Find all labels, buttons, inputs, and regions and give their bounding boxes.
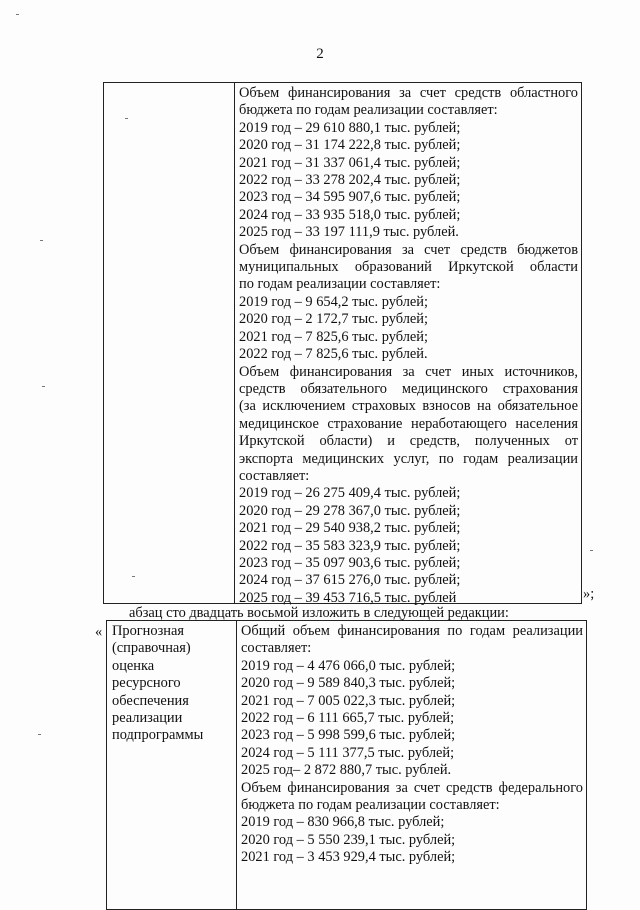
table2-line: 2020 год – 9 589 840,3 тыс. рублей; [241, 675, 456, 692]
table1-line: 2020 год – 29 278 367,0 тыс. рублей; [239, 502, 461, 519]
closing-quote: »; [583, 586, 595, 602]
table2-line: 2020 год – 5 550 239,1 тыс. рублей; [241, 831, 456, 848]
table2-line: 2019 год – 4 476 066,0 тыс. рублей; [241, 657, 456, 674]
table1-line: муниципальных образований Иркутской области [239, 259, 578, 276]
table1-line: (за исключением страховых взносов на обязательное [239, 398, 578, 415]
table1-line: 2020 год – 2 172,7 тыс. рублей; [239, 311, 428, 328]
table1-line: 2023 год – 34 595 907,6 тыс. рублей; [239, 189, 461, 206]
table2-line: составляет: [241, 640, 312, 657]
table1-line: 2019 год – 29 610 880,1 тыс. рублей; [239, 119, 461, 136]
table1-line: 2025 год – 33 197 111,9 тыс. рублей. [239, 224, 459, 241]
table1-line: Объем финансирования за счет иных источников, [239, 363, 578, 380]
table1-line: составляет: [239, 467, 310, 484]
table1-line: бюджета по годам реализации составляет: [239, 102, 498, 119]
table1-line: по годам реализации составляет: [239, 276, 441, 293]
table2-label-line: реализации [112, 710, 183, 727]
table1-line: 2019 год – 26 275 409,4 тыс. рублей; [239, 485, 461, 502]
table1-line: медицинское страхование неработающего населения [239, 415, 578, 432]
table2-line: 2022 год – 6 111 665,7 тыс. рублей; [241, 710, 455, 727]
opening-quote: « [95, 624, 103, 640]
table1-line: 2024 год – 37 615 276,0 тыс. рублей; [239, 572, 461, 589]
table1-line: 2022 год – 33 278 202,4 тыс. рублей; [239, 172, 461, 189]
table1-line: 2020 год – 31 174 222,8 тыс. рублей; [239, 137, 461, 154]
table1-line: Объем финансирования за счет средств областного [239, 85, 578, 101]
funding-table-continued [103, 82, 582, 604]
table1-line: 2019 год – 9 654,2 тыс. рублей; [239, 293, 428, 310]
table2-label-line: оценка [112, 657, 155, 674]
scan-speck [590, 550, 593, 551]
table1-right-cell [235, 83, 581, 606]
table2-label-line: обеспечения [112, 692, 189, 709]
table1-line: средств обязательного медицинского страхования [239, 380, 578, 397]
table1-line: 2021 год – 29 540 938,2 тыс. рублей; [239, 520, 461, 537]
table1-line: экспорта медицинских услуг, по годам реализации [239, 450, 578, 467]
table2-line: бюджета по годам реализации составляет: [241, 797, 500, 814]
table1-line: 2022 год – 7 825,6 тыс. рублей. [239, 346, 428, 363]
table2-line: 2025 год– 2 872 880,7 тыс. рублей. [241, 762, 452, 779]
table2-line: 2023 год – 5 998 599,6 тыс. рублей; [241, 727, 456, 744]
table2-line: Объем финансирования за счет средств федерального [241, 779, 583, 796]
resource-estimate-table [106, 620, 587, 910]
table2-line: Общий объем финансирования по годам реализации [241, 623, 583, 639]
table2-label-line: (справочная) [112, 640, 191, 657]
table2-line: 2021 год – 3 453 929,4 тыс. рублей; [241, 849, 456, 866]
scan-speck [40, 240, 43, 241]
table1-left-cell [104, 83, 235, 603]
table1-line: 2025 год – 39 453 716,5 тыс. рублей [239, 589, 457, 606]
scan-speck [42, 386, 45, 387]
scan-speck [16, 14, 19, 15]
page-number: 2 [316, 46, 324, 62]
table1-line: 2021 год – 31 337 061,4 тыс. рублей; [239, 154, 461, 171]
scan-speck [38, 734, 41, 735]
table1-line: 2024 год – 33 935 518,0 тыс. рублей; [239, 206, 461, 223]
table1-line: Объем финансирования за счет средств бюджетов [239, 241, 578, 258]
table2-right-cell [237, 621, 586, 909]
table2-label-line: ресурсного [112, 675, 181, 692]
scan-speck [125, 118, 128, 119]
table1-line: 2023 год – 35 097 903,6 тыс. рублей; [239, 554, 461, 571]
scan-speck [132, 576, 135, 577]
table2-line: 2024 год – 5 111 377,5 тыс. рублей; [241, 744, 455, 761]
table2-left-cell [107, 621, 237, 909]
table1-line: 2022 год – 35 583 323,9 тыс. рублей; [239, 537, 461, 554]
table1-line: 2021 год – 7 825,6 тыс. рублей; [239, 328, 428, 345]
table2-label-line: подпрограммы [112, 727, 204, 744]
amendment-paragraph: абзац сто двадцать восьмой изложить в следующей редакции: [129, 605, 509, 621]
table2-label-line: Прогнозная [112, 623, 184, 639]
table1-line: Иркутской области) и средств, полученных от [239, 433, 578, 450]
table2-line: 2021 год – 7 005 022,3 тыс. рублей; [241, 692, 456, 709]
table2-line: 2019 год – 830 966,8 тыс. рублей; [241, 814, 445, 831]
